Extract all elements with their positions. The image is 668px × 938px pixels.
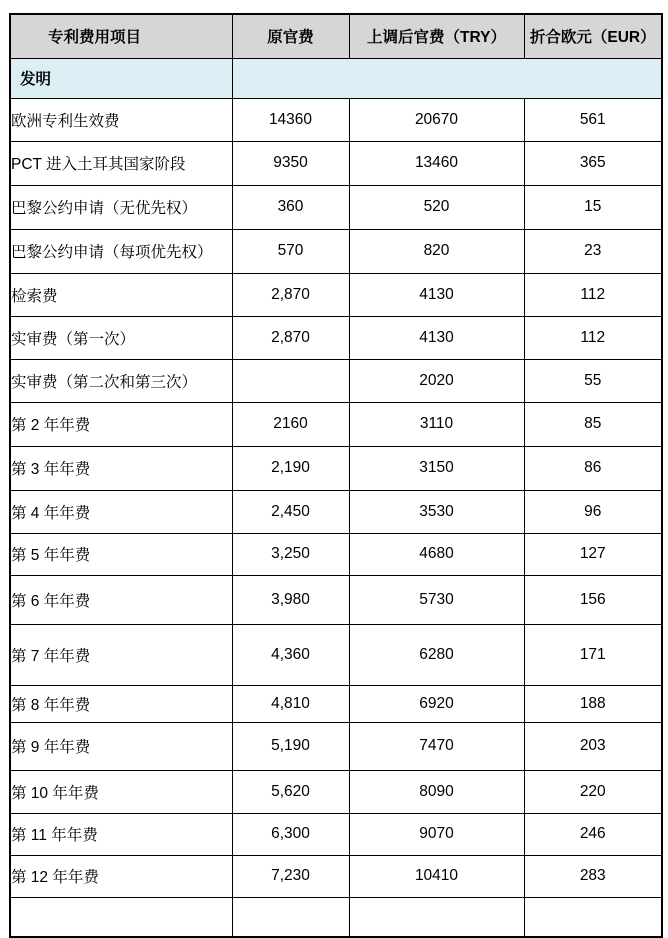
cell-adjusted-fee-try: 820 — [349, 229, 524, 273]
cell-eur: 188 — [524, 685, 662, 722]
cell-original-fee: 360 — [232, 185, 349, 229]
cell-fee-item: 第 7 年年费 — [10, 624, 232, 685]
cell-adjusted-fee-try: 13460 — [349, 141, 524, 185]
cell-empty — [10, 897, 232, 937]
cell-fee-item: 第 9 年年费 — [10, 722, 232, 770]
cell-eur: 171 — [524, 624, 662, 685]
table-row — [10, 490, 662, 533]
cell-original-fee: 6,300 — [232, 813, 349, 855]
table-row — [10, 359, 662, 402]
cell-fee-item: 第 8 年年费 — [10, 685, 232, 722]
table-row — [10, 273, 662, 316]
cell-original-fee: 4,360 — [232, 624, 349, 685]
cell-eur: 15 — [524, 185, 662, 229]
cell-adjusted-fee-try: 9070 — [349, 813, 524, 855]
table-row — [10, 98, 662, 141]
cell-eur: 365 — [524, 141, 662, 185]
table-row — [10, 316, 662, 359]
cell-fee-item: 检索费 — [10, 273, 232, 316]
cell-eur: 96 — [524, 490, 662, 533]
cell-adjusted-fee-try: 5730 — [349, 575, 524, 624]
cell-fee-item: 第 6 年年费 — [10, 575, 232, 624]
table-row — [10, 402, 662, 446]
cell-original-fee: 14360 — [232, 98, 349, 141]
table-header-row — [10, 14, 662, 58]
cell-eur: 246 — [524, 813, 662, 855]
cell-adjusted-fee-try: 2020 — [349, 359, 524, 402]
column-header-original-fee: 原官费 — [232, 14, 349, 58]
section-empty-cell — [232, 58, 662, 98]
cell-adjusted-fee-try: 3530 — [349, 490, 524, 533]
cell-eur: 220 — [524, 770, 662, 813]
cell-empty — [524, 897, 662, 937]
cell-adjusted-fee-try: 4130 — [349, 316, 524, 359]
cell-eur: 85 — [524, 402, 662, 446]
fee-table-body — [10, 58, 662, 937]
table-row — [10, 855, 662, 897]
cell-original-fee: 2160 — [232, 402, 349, 446]
table-row — [10, 185, 662, 229]
cell-fee-item: 实审费（第一次） — [10, 316, 232, 359]
table-row — [10, 141, 662, 185]
cell-fee-item: 第 11 年年费 — [10, 813, 232, 855]
section-label: 发明 — [10, 58, 232, 98]
cell-original-fee: 2,870 — [232, 273, 349, 316]
table-row — [10, 624, 662, 685]
cell-original-fee: 3,250 — [232, 533, 349, 575]
cell-original-fee: 5,620 — [232, 770, 349, 813]
cell-adjusted-fee-try: 10410 — [349, 855, 524, 897]
cell-eur: 112 — [524, 316, 662, 359]
cell-eur: 112 — [524, 273, 662, 316]
cell-fee-item: 巴黎公约申请（无优先权） — [10, 185, 232, 229]
table-row — [10, 575, 662, 624]
cell-adjusted-fee-try: 520 — [349, 185, 524, 229]
cell-fee-item: 第 3 年年费 — [10, 446, 232, 490]
cell-original-fee: 3,980 — [232, 575, 349, 624]
cell-original-fee: 4,810 — [232, 685, 349, 722]
cell-adjusted-fee-try: 3150 — [349, 446, 524, 490]
cell-fee-item: 第 10 年年费 — [10, 770, 232, 813]
cell-eur: 55 — [524, 359, 662, 402]
cell-adjusted-fee-try: 3110 — [349, 402, 524, 446]
column-header-adjusted-fee-try: 上调后官费（TRY） — [349, 14, 524, 58]
section-row-invention — [10, 58, 662, 98]
cell-fee-item: 第 5 年年费 — [10, 533, 232, 575]
cell-eur: 127 — [524, 533, 662, 575]
table-row — [10, 229, 662, 273]
table-row — [10, 770, 662, 813]
cell-original-fee: 2,190 — [232, 446, 349, 490]
cell-fee-item: 第 12 年年费 — [10, 855, 232, 897]
table-row — [10, 446, 662, 490]
cell-original-fee: 7,230 — [232, 855, 349, 897]
cell-eur: 203 — [524, 722, 662, 770]
cell-original-fee — [232, 359, 349, 402]
cell-eur: 156 — [524, 575, 662, 624]
column-header-fee-item: 专利费用项目 — [10, 14, 232, 58]
cell-fee-item: 第 4 年年费 — [10, 490, 232, 533]
cell-eur: 23 — [524, 229, 662, 273]
table-row — [10, 722, 662, 770]
cell-adjusted-fee-try: 4130 — [349, 273, 524, 316]
cell-adjusted-fee-try: 6280 — [349, 624, 524, 685]
cell-original-fee: 570 — [232, 229, 349, 273]
cell-original-fee: 9350 — [232, 141, 349, 185]
cell-original-fee: 5,190 — [232, 722, 349, 770]
table-row — [10, 533, 662, 575]
cell-adjusted-fee-try: 8090 — [349, 770, 524, 813]
cell-eur: 283 — [524, 855, 662, 897]
cell-fee-item: PCT 进入土耳其国家阶段 — [10, 141, 232, 185]
cell-fee-item: 欧洲专利生效费 — [10, 98, 232, 141]
cell-adjusted-fee-try: 7470 — [349, 722, 524, 770]
cell-original-fee: 2,450 — [232, 490, 349, 533]
cell-fee-item: 巴黎公约申请（每项优先权） — [10, 229, 232, 273]
table-row — [10, 813, 662, 855]
cell-adjusted-fee-try: 20670 — [349, 98, 524, 141]
cell-empty — [349, 897, 524, 937]
table-row-cut-off — [10, 897, 662, 937]
table-row — [10, 685, 662, 722]
cell-eur: 561 — [524, 98, 662, 141]
cell-original-fee: 2,870 — [232, 316, 349, 359]
cell-empty — [232, 897, 349, 937]
column-header-eur: 折合欧元（EUR） — [524, 14, 662, 58]
cell-adjusted-fee-try: 4680 — [349, 533, 524, 575]
cell-fee-item: 第 2 年年费 — [10, 402, 232, 446]
cell-fee-item: 实审费（第二次和第三次） — [10, 359, 232, 402]
patent-fee-table — [9, 13, 663, 938]
cell-adjusted-fee-try: 6920 — [349, 685, 524, 722]
cell-eur: 86 — [524, 446, 662, 490]
